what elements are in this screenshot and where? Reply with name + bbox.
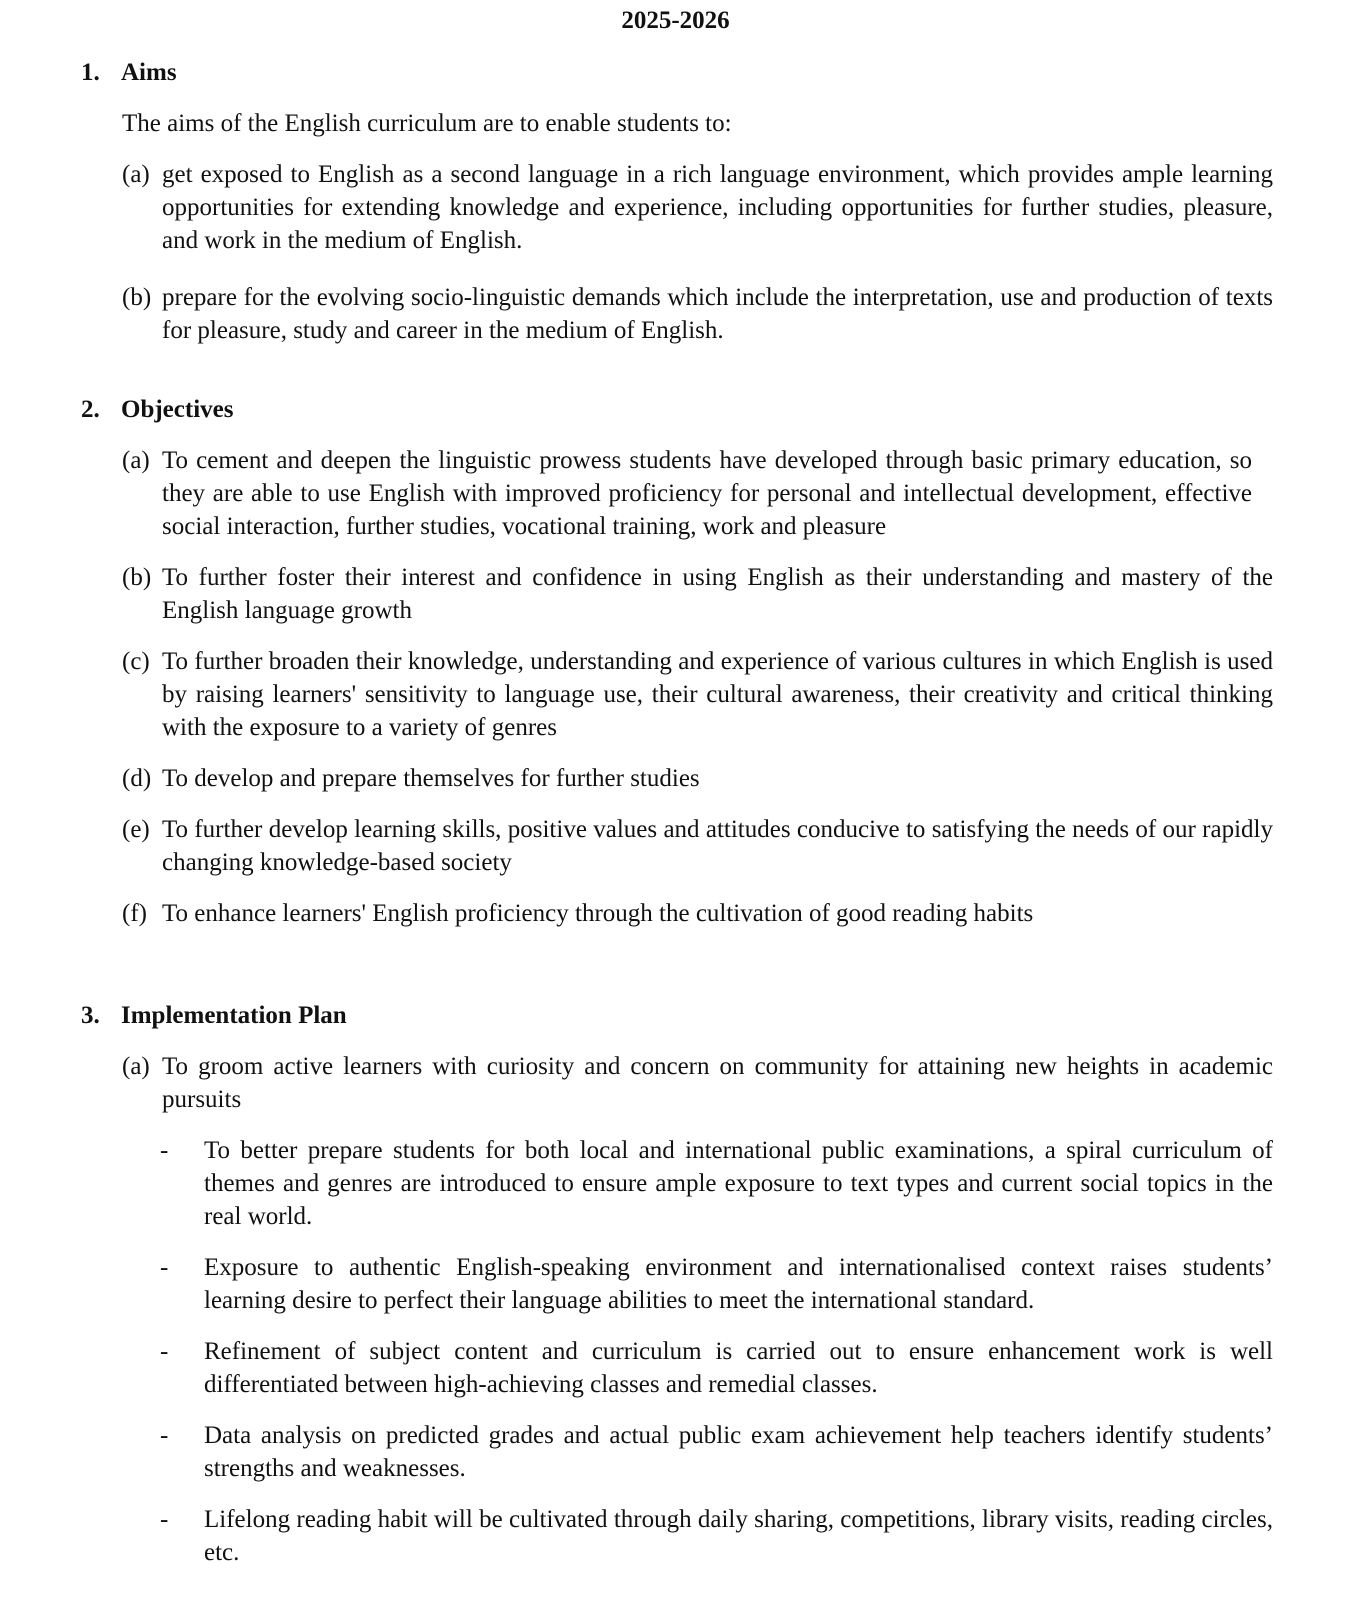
item-marker: (b)	[122, 564, 152, 591]
item-text: prepare for the evolving socio-linguistic demands which include the interpretation, use and production of texts for pleasure, study and career in the medium of English.	[162, 284, 1273, 344]
implementation-bullet-3	[160, 1335, 1273, 1401]
section-number: 1.	[81, 59, 100, 86]
section-heading-implementation-plan	[81, 999, 347, 1032]
item-text: To groom active learners with curiosity and concern on community for attaining new heights in academic pursuits	[162, 1053, 1273, 1113]
section-title: Objectives	[121, 396, 234, 423]
bullet-dash: -	[160, 1506, 169, 1533]
implementation-bullet-5	[160, 1503, 1273, 1569]
section-heading-objectives	[81, 393, 233, 426]
implementation-item-a	[122, 1050, 1273, 1116]
section-number: 2.	[81, 396, 100, 423]
implementation-bullet-2	[160, 1251, 1273, 1317]
item-text: To further foster their interest and confidence in using English as their understanding and mastery of the English language growth	[162, 564, 1273, 624]
implementation-bullet-1	[160, 1134, 1273, 1233]
item-marker: (f)	[122, 900, 147, 927]
aims-intro: The aims of the English curriculum are to enable students to:	[122, 110, 732, 137]
item-text: To enhance learners' English proficiency through the cultivation of good reading habits	[162, 900, 1034, 927]
bullet-text: Data analysis on predicted grades and actual public exam achievement help teachers identify students’ strengths and weaknesses.	[204, 1422, 1273, 1482]
item-marker: (c)	[122, 648, 150, 675]
objectives-item-d	[122, 762, 1273, 795]
objectives-item-e	[122, 813, 1273, 879]
section-title: Aims	[121, 59, 177, 86]
objectives-item-f	[122, 897, 1273, 930]
item-text: To develop and prepare themselves for further studies	[162, 765, 700, 792]
item-text: get exposed to English as a second language in a rich language environment, which provides ample learning opportunities for extending knowledge and experience, including opportunities for further studies, pleasure, and work in the medium of English.	[162, 161, 1273, 254]
bullet-text: Refinement of subject content and curriculum is carried out to ensure enhancement work is well differentiated between high-achieving classes and remedial classes.	[204, 1338, 1273, 1398]
section-title: Implementation Plan	[121, 1002, 347, 1029]
objectives-item-c	[122, 645, 1273, 744]
item-marker: (a)	[122, 447, 150, 474]
item-marker: (a)	[122, 1053, 150, 1080]
item-marker: (a)	[122, 161, 150, 188]
bullet-dash: -	[160, 1422, 169, 1449]
implementation-bullet-4	[160, 1419, 1273, 1485]
section-number: 3.	[81, 1002, 100, 1029]
bullet-text: Lifelong reading habit will be cultivated through daily sharing, competitions, library visits, reading circles, etc.	[204, 1506, 1273, 1566]
bullet-dash: -	[160, 1338, 169, 1365]
item-text: To cement and deepen the linguistic prowess students have developed through basic primary education, so they are able to use English with improved proficiency for personal and intellectual development, effective social interaction, further studies, vocational training, work and pleasure	[162, 447, 1252, 540]
item-marker: (d)	[122, 765, 152, 792]
document-title: 2025-2026	[621, 7, 730, 34]
section-heading-aims	[81, 56, 177, 89]
bullet-text: To better prepare students for both local and international public examinations, a spiral curriculum of themes and genres are introduced to ensure ample exposure to text types and current social topics in the real world.	[204, 1137, 1273, 1230]
item-text: To further broaden their knowledge, understanding and experience of various cultures in which English is used by raising learners' sensitivity to language use, their cultural awareness, their creativity and critical thinking with the exposure to a variety of genres	[162, 648, 1273, 741]
bullet-dash: -	[160, 1254, 169, 1281]
item-text: To further develop learning skills, positive values and attitudes conducive to satisfying the needs of our rapidly changing knowledge-based society	[162, 816, 1273, 876]
item-marker: (e)	[122, 816, 150, 843]
objectives-item-a	[122, 444, 1252, 543]
aims-item-b	[122, 281, 1273, 347]
bullet-dash: -	[160, 1137, 169, 1164]
bullet-text: Exposure to authentic English-speaking environment and internationalised context raises students’ learning desire to perfect their language abilities to meet the international standard.	[204, 1254, 1273, 1314]
objectives-item-b	[122, 561, 1273, 627]
aims-item-a	[122, 158, 1273, 257]
item-marker: (b)	[122, 284, 152, 311]
